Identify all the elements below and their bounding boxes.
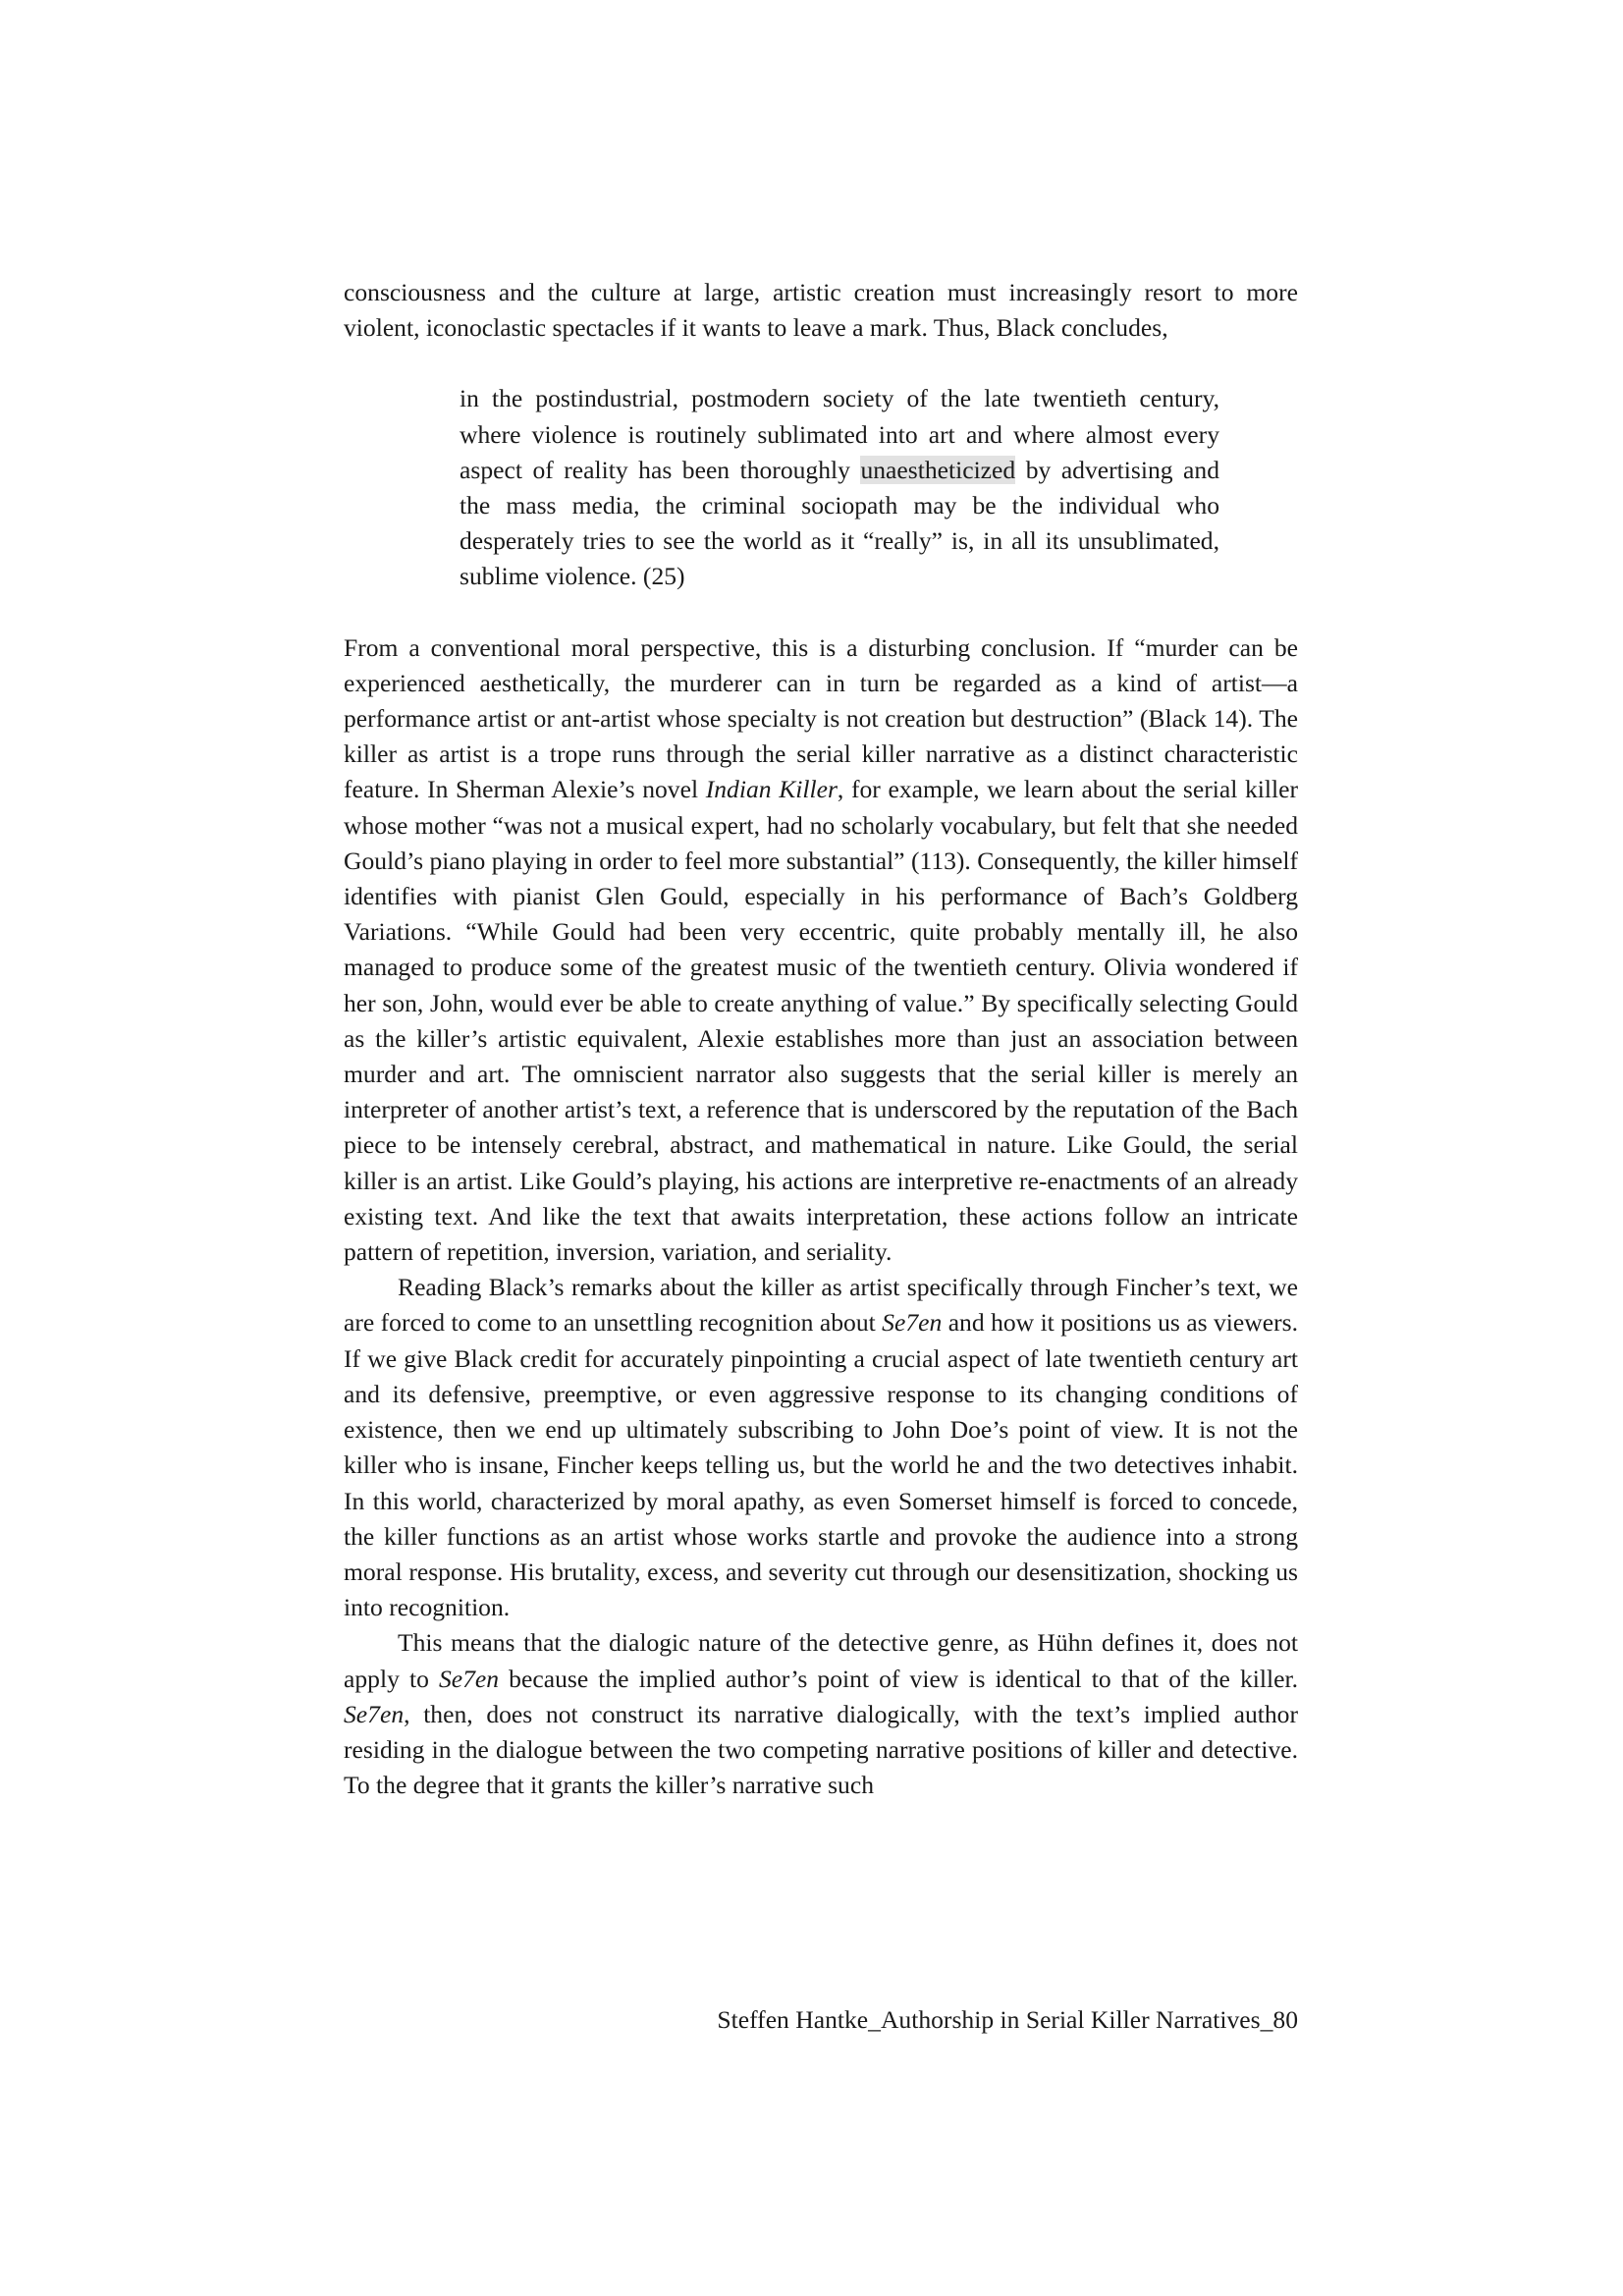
paragraph-1-text-a: From a conventional moral perspective, this is a disturbing conclusion. If “murder can be experienced aesthetically, the murderer can in turn be regarded as a kind of artist—a performance artist or ant-artist whose specialty is not creation but destruction” (Black 14). The killer as artist is a trope runs through the serial killer narrative as a distinct characteristic feature. In Sherman Alexie’s novel xyxy=(344,632,1298,804)
paragraph-intro-text: consciousness and the culture at large, artistic creation must increasingly resort to more violent, iconoclastic spectacles if it wants to leave a mark. Thus, Black concludes, xyxy=(344,278,1298,343)
book-title-indian-killer: Indian Killer xyxy=(705,775,838,804)
running-footer: Steffen Hantke_Authorship in Serial Killer Narratives_80 xyxy=(717,2005,1298,2034)
paragraph-2 xyxy=(344,1270,1298,1625)
film-title-se7en: Se7en xyxy=(344,1699,405,1728)
paragraph-3 xyxy=(344,1625,1298,1803)
quote-text-before: in the postindustrial, postmodern society of the late twentieth century, where violence is routinely sublimated into art and where almost every aspect of reality has been thoroughly xyxy=(460,384,1219,484)
paragraph-3-text-c: , then, does not construct its narrative dialogically, with the text’s implied author residing in the dialogue between the two competing narrative positions of killer and detective. To the degree that it grants the killer’s narrative such xyxy=(344,1699,1298,1800)
paragraph-2-text-a: Reading Black’s remarks about the killer as artist specifically through Fincher’s text, we are forced to come to an unsettling recognition about xyxy=(344,1273,1298,1338)
paragraph-3-text-b: because the implied author’s point of view is identical to that of the killer. xyxy=(499,1664,1298,1693)
body-text xyxy=(344,275,1298,1803)
quote-text-after: by advertising and the mass media, the criminal sociopath may be the individual who desperately tries to see the world as it “really” is, in all its unsublimated, sublime violence. (25) xyxy=(460,455,1219,591)
highlighted-word[interactable]: unaestheticized xyxy=(860,455,1016,484)
paragraph-1 xyxy=(344,630,1298,1271)
film-title-se7en: Se7en xyxy=(438,1664,500,1693)
film-title-se7en: Se7en xyxy=(882,1308,943,1338)
paragraph-3-text-a: This means that the dialogic nature of the detective genre, as Hühn defines it, does not apply to xyxy=(344,1628,1298,1693)
paragraph-1-text-b: , for example, we learn about the serial killer whose mother “was not a musical expert, had no scholarly vocabulary, but felt that she needed Gould’s piano playing in order to feel more substantial” (113). Consequently, the killer himself identifies with pianist Glen Gould, especially in his performance of Bach’s Goldberg Variations. “While Gould had been very eccentric, quite probably mentally ill, he also managed to produce some of the greatest music of the twentieth century. Olivia wondered if her son, John, would ever be able to create anything of value.” By specifically selecting Gould as the killer’s artistic equivalent, Alexie establishes more than just an association between murder and art. The omniscient narrator also suggests that the serial killer is merely an interpreter of another artist’s text, a reference that is underscored by the reputation of the Bach piece to be intensely cerebral, abstract, and mathematical in nature. Like Gould, the serial killer is an artist. Like Gould’s playing, his actions are interpretive re-enactments of an already existing text. And like the text that awaits interpretation, these actions follow an intricate pattern of repetition, inversion, variation, and seriality. xyxy=(344,775,1298,1267)
paragraph-2-text-b: and how it positions us as viewers. If we give Black credit for accurately pinpointing a crucial aspect of late twentieth century art and its defensive, preemptive, or even aggressive response to its changing conditions of existence, then we end up ultimately subscribing to John Doe’s point of view. It is not the killer who is insane, Fincher keeps telling us, but the world he and the two detectives inhabit. In this world, characterized by moral apathy, as even Somerset himself is forced to concede, the killer functions as an artist whose works startle and provoke the audience into a strong moral response. His brutality, excess, and severity cut through our desensitization, shocking us into recognition. xyxy=(344,1308,1298,1622)
paragraph-intro xyxy=(344,275,1298,346)
block-quote xyxy=(460,381,1219,594)
